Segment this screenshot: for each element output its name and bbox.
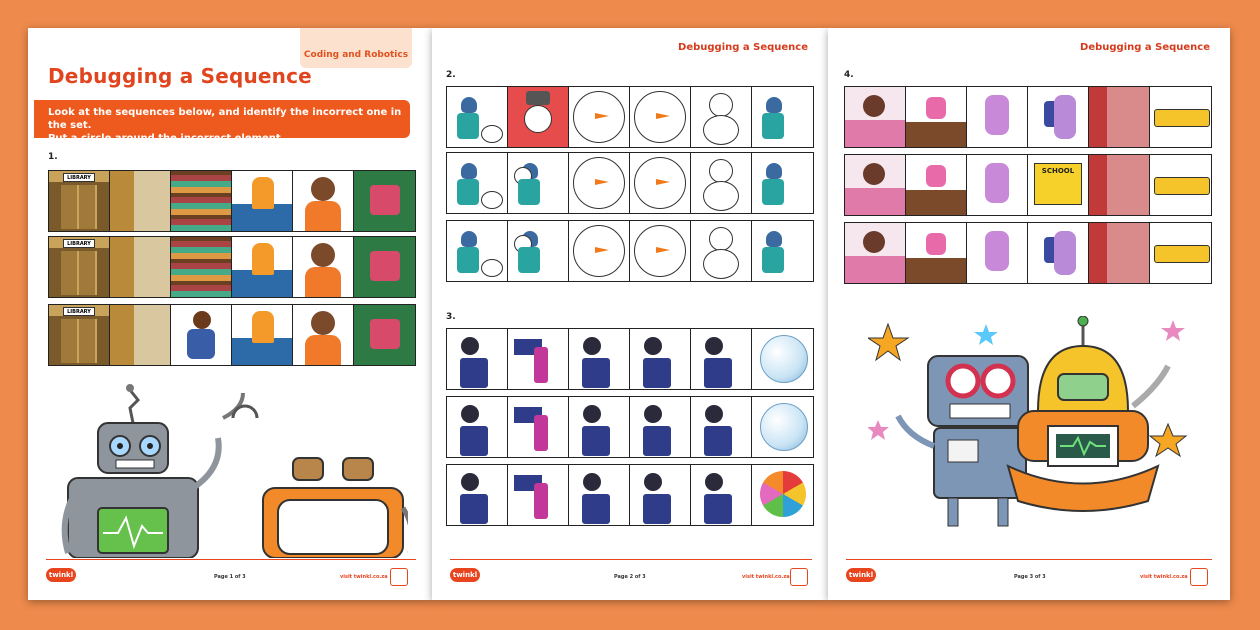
- child-holding-card-picture[interactable]: [293, 171, 354, 231]
- child-walking-picture[interactable]: [110, 171, 171, 231]
- girl-putting-on-shoes-picture[interactable]: [967, 223, 1028, 283]
- boy-blowing-picture[interactable]: [630, 397, 691, 457]
- twinkl-logo: twinkl: [46, 568, 76, 582]
- girl-putting-on-shoes-picture[interactable]: [967, 87, 1028, 147]
- twinkl-logo: twinkl: [450, 568, 480, 582]
- worksheet-page-3: [828, 28, 1230, 600]
- snowman-face-picture[interactable]: [630, 153, 691, 213]
- boy-blowing-bubbles-picture[interactable]: [691, 329, 752, 389]
- bubble-bottle-picture[interactable]: [508, 397, 569, 457]
- child-reading-picture[interactable]: [354, 237, 415, 297]
- girl-with-backpack-picture[interactable]: [1028, 223, 1089, 283]
- snowman-with-hat-picture[interactable]: [508, 87, 569, 147]
- robots-illustration: [868, 316, 1208, 536]
- snowman-nose-picture[interactable]: [569, 153, 630, 213]
- school-bus-picture[interactable]: [1150, 155, 1211, 215]
- child-with-snowman-picture[interactable]: [752, 221, 813, 281]
- librarian-desk-picture[interactable]: [232, 237, 293, 297]
- sequence-row[interactable]: [48, 304, 416, 366]
- running-head: Debugging a Sequence: [678, 42, 808, 53]
- girl-eating-breakfast-picture[interactable]: [906, 223, 967, 283]
- leaving-home-picture[interactable]: [1089, 223, 1150, 283]
- question-number-2: 2.: [446, 70, 456, 80]
- twinkl-logo: twinkl: [846, 568, 876, 582]
- snowman-face-picture[interactable]: [630, 221, 691, 281]
- running-head: Debugging a Sequence: [1080, 42, 1210, 53]
- boy-dipping-wand-picture[interactable]: [569, 397, 630, 457]
- child-rolling-snow-picture[interactable]: [447, 87, 508, 147]
- worksheet-page-2: [432, 28, 828, 600]
- page-number: Page 1 of 3: [214, 574, 246, 580]
- question-number-4: 4.: [844, 70, 854, 80]
- boy-picture[interactable]: [447, 397, 508, 457]
- bookshelf-picture[interactable]: [171, 171, 232, 231]
- girl-with-backpack-picture[interactable]: [1028, 87, 1089, 147]
- child-rolling-snow-picture[interactable]: [447, 153, 508, 213]
- sequence-row[interactable]: [844, 86, 1212, 148]
- leaving-home-picture[interactable]: [1089, 155, 1150, 215]
- sequence-row[interactable]: [446, 464, 814, 526]
- sequence-row[interactable]: [446, 86, 814, 148]
- girl-putting-on-shoes-picture[interactable]: [967, 155, 1028, 215]
- award-badge-icon: [390, 568, 408, 586]
- subject-tab: Coding and Robotics: [300, 28, 412, 68]
- child-with-snowman-picture[interactable]: [752, 87, 813, 147]
- boy-blowing-picture[interactable]: [630, 329, 691, 389]
- snowman-body-picture[interactable]: [691, 221, 752, 281]
- robots-illustration: [58, 378, 408, 558]
- question-number-1: 1.: [48, 152, 58, 162]
- website-url[interactable]: visit twinkl.co.za: [742, 574, 790, 580]
- girl-eating-breakfast-picture[interactable]: [906, 87, 967, 147]
- school-bus-picture[interactable]: [1150, 87, 1211, 147]
- page-number: Page 2 of 3: [614, 574, 646, 580]
- library-sign: LIBRARY: [63, 307, 95, 316]
- question-number-3: 3.: [446, 312, 456, 322]
- footer-divider: [846, 559, 1212, 560]
- boy-picture[interactable]: [447, 329, 508, 389]
- librarian-desk-picture[interactable]: [232, 171, 293, 231]
- boy-blowing-picture[interactable]: [630, 465, 691, 525]
- sequence-row[interactable]: [844, 222, 1212, 284]
- snowman-nose-picture[interactable]: [569, 87, 630, 147]
- library-sign: LIBRARY: [63, 239, 95, 248]
- sequence-row[interactable]: [446, 220, 814, 282]
- snowman-nose-picture[interactable]: [569, 221, 630, 281]
- beach-ball-picture[interactable]: [752, 465, 813, 525]
- snowman-body-picture[interactable]: [691, 153, 752, 213]
- orange-robot: [223, 393, 408, 558]
- award-badge-icon: [1190, 568, 1208, 586]
- orange-robot: [1008, 316, 1168, 511]
- child-walking-picture[interactable]: [110, 305, 171, 365]
- sequence-row[interactable]: [48, 170, 416, 232]
- girl-waking-up-picture[interactable]: [845, 155, 906, 215]
- sequence-row[interactable]: [844, 154, 1212, 216]
- child-rolling-snow-picture[interactable]: [447, 221, 508, 281]
- sequence-row[interactable]: [446, 328, 814, 390]
- boy-dipping-wand-picture[interactable]: [569, 465, 630, 525]
- girl-waking-up-picture[interactable]: [845, 87, 906, 147]
- child-holding-card-picture[interactable]: [293, 237, 354, 297]
- footer-divider: [450, 559, 812, 560]
- school-bus-picture[interactable]: [1150, 223, 1211, 283]
- page-number: Page 3 of 3: [1014, 574, 1046, 580]
- boy-picture[interactable]: [447, 465, 508, 525]
- award-badge-icon: [790, 568, 808, 586]
- instructions-banner: [34, 100, 410, 144]
- boy-with-backpack-picture[interactable]: [171, 305, 232, 365]
- boy-blowing-bubbles-picture[interactable]: [691, 465, 752, 525]
- grey-robot: [898, 356, 1028, 526]
- snowman-body-picture[interactable]: [691, 87, 752, 147]
- sequence-row[interactable]: [446, 396, 814, 458]
- sequence-row[interactable]: [446, 152, 814, 214]
- page-title: Debugging a Sequence: [48, 64, 312, 88]
- bubble-bottle-picture[interactable]: [508, 329, 569, 389]
- school-building-picture[interactable]: [1028, 155, 1089, 215]
- girl-waking-up-picture[interactable]: [845, 223, 906, 283]
- snowman-face-picture[interactable]: [630, 87, 691, 147]
- footer-divider: [46, 559, 416, 560]
- sequence-row[interactable]: [48, 236, 416, 298]
- bubble-bottle-picture[interactable]: [508, 465, 569, 525]
- library-sign: LIBRARY: [63, 173, 95, 182]
- website-url[interactable]: visit twinkl.co.za: [1140, 574, 1188, 580]
- child-reading-picture[interactable]: [354, 305, 415, 365]
- library-entrance-picture[interactable]: [49, 305, 110, 365]
- child-holding-card-picture[interactable]: [293, 305, 354, 365]
- library-entrance-picture[interactable]: [49, 237, 110, 297]
- grey-robot: [65, 384, 219, 558]
- worksheet-page-1: [28, 28, 432, 600]
- girl-eating-breakfast-picture[interactable]: [906, 155, 967, 215]
- child-stacking-snow-picture[interactable]: [508, 221, 569, 281]
- boy-blowing-bubbles-picture[interactable]: [691, 397, 752, 457]
- child-with-snowman-picture[interactable]: [752, 153, 813, 213]
- leaving-home-picture[interactable]: [1089, 87, 1150, 147]
- librarian-desk-picture[interactable]: [232, 305, 293, 365]
- school-sign: SCHOOL: [1041, 167, 1075, 175]
- bubble-picture[interactable]: [752, 397, 813, 457]
- instructions-line-2: Put a circle around the incorrect element.: [48, 133, 285, 144]
- child-stacking-snow-picture[interactable]: [508, 153, 569, 213]
- child-reading-picture[interactable]: [354, 171, 415, 231]
- website-url[interactable]: visit twinkl.co.za: [340, 574, 388, 580]
- bubble-picture[interactable]: [752, 329, 813, 389]
- instructions-line-1: Look at the sequences below, and identify the incorrect one in the set.: [48, 107, 402, 131]
- child-walking-picture[interactable]: [110, 237, 171, 297]
- bookshelf-picture[interactable]: [171, 237, 232, 297]
- boy-dipping-wand-picture[interactable]: [569, 329, 630, 389]
- library-entrance-picture[interactable]: [49, 171, 110, 231]
